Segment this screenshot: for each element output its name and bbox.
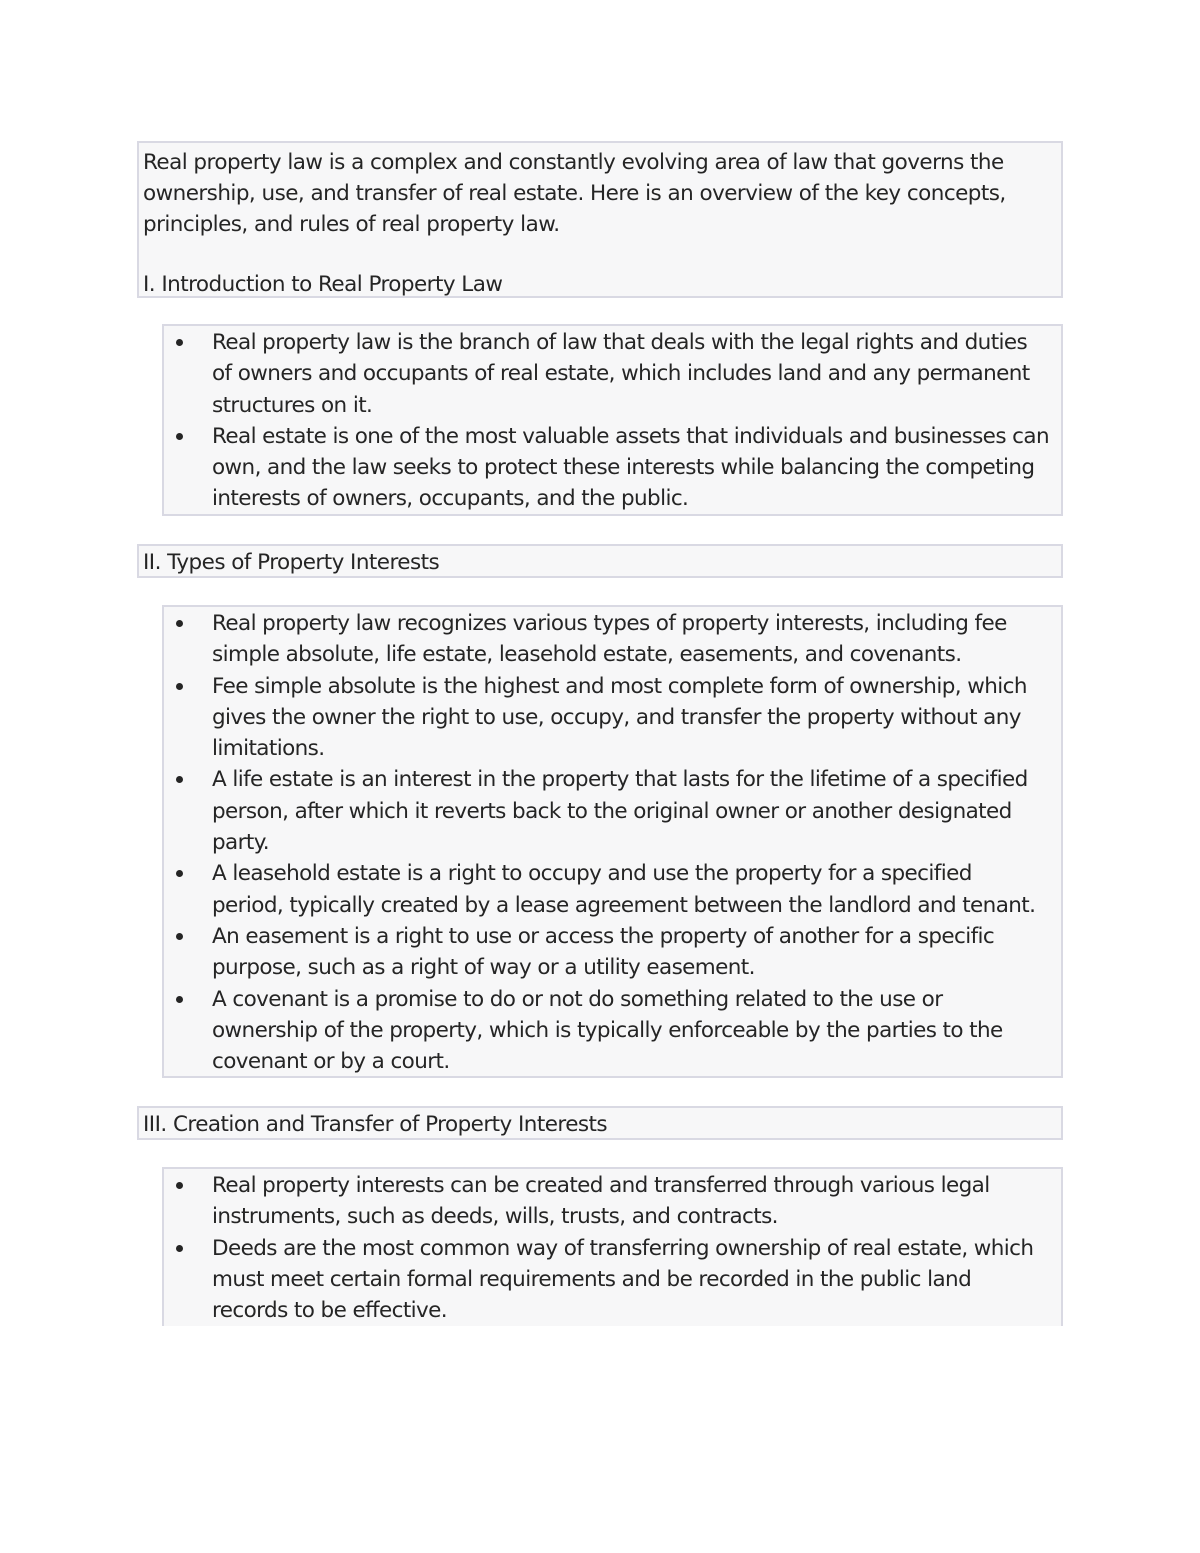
bullet-icon — [176, 933, 183, 940]
section-heading-types: II. Types of Property Interests — [143, 550, 440, 575]
list-item — [164, 921, 1057, 984]
list-item — [164, 327, 1057, 421]
list-item — [164, 984, 1057, 1078]
list-item-text: An easement is a right to use or access the property of another for a specific purpose, such as a right of way or a utility easement. — [212, 923, 995, 981]
list-item-text: A leasehold estate is a right to occupy and use the property for a specified period, typically created by a lease agreement between the landlord and tenant. — [212, 861, 1036, 918]
list-item-text: Fee simple absolute is the highest and most complete form of ownership, which gives the owner the right to use, occupy, and transfer the property without any limitations. — [212, 673, 1027, 762]
section3-heading-block — [137, 1106, 1063, 1140]
bullet-icon — [176, 433, 183, 440]
bullet-icon — [176, 996, 183, 1003]
section2-heading-block — [137, 544, 1063, 578]
list-item — [164, 671, 1057, 765]
intro-paragraph: Real property law is a complex and constantly evolving area of law that governs the ownership, use, and transfer of real estate. Here is an overview of the key concepts, principles, and rules of real property law. — [143, 150, 1006, 237]
bullet-icon — [176, 1182, 183, 1189]
list-item — [164, 858, 1057, 921]
section2-bullet-list — [164, 608, 1057, 1077]
list-item — [164, 1170, 1057, 1233]
list-item-text: A covenant is a promise to do or not do something related to the use or ownership of the property, which is typically enforceable by the parties to the covenant or by a court. — [212, 986, 1003, 1075]
bullet-icon — [176, 870, 183, 877]
section3-bullet-list — [164, 1170, 1057, 1326]
list-item-text: A life estate is an interest in the property that lasts for the lifetime of a specified person, after which it reverts back to the original owner or another designated party. — [212, 767, 1028, 856]
section1-bullet-list — [164, 327, 1057, 515]
section3-list-block — [162, 1167, 1063, 1326]
bullet-icon — [176, 776, 183, 783]
list-item — [164, 421, 1057, 515]
section-heading-introduction: I. Introduction to Real Property Law — [143, 272, 503, 297]
section2-list-block — [162, 605, 1063, 1078]
bullet-icon — [176, 683, 183, 690]
list-item-text: Deeds are the most common way of transferring ownership of real estate, which must meet certain formal requirements and be recorded in the public land records to be effective. — [212, 1235, 1034, 1324]
list-item — [164, 1233, 1057, 1327]
list-item-text: Real estate is one of the most valuable assets that individuals and businesses can own, and the law seeks to protect these interests while balancing the competing interests of owners, occupants, and the public. — [212, 423, 1049, 512]
list-item-text: Real property interests can be created and transferred through various legal instruments, such as deeds, wills, trusts, and contracts. — [212, 1173, 990, 1230]
list-item-text: Real property law recognizes various types of property interests, including fee simple absolute, life estate, leasehold estate, easements, and covenants. — [212, 611, 1007, 668]
section-heading-creation-transfer: III. Creation and Transfer of Property Interests — [143, 1112, 608, 1137]
list-item — [164, 764, 1057, 858]
bullet-icon — [176, 1245, 183, 1252]
section1-list-block — [162, 324, 1063, 516]
list-item-text: Real property law is the branch of law that deals with the legal rights and duties of owners and occupants of real estate, which includes land and any permanent structures on it. — [212, 330, 1030, 418]
bullet-icon — [176, 620, 183, 627]
bullet-icon — [176, 339, 183, 346]
list-item — [164, 608, 1057, 671]
intro-block — [137, 141, 1063, 298]
